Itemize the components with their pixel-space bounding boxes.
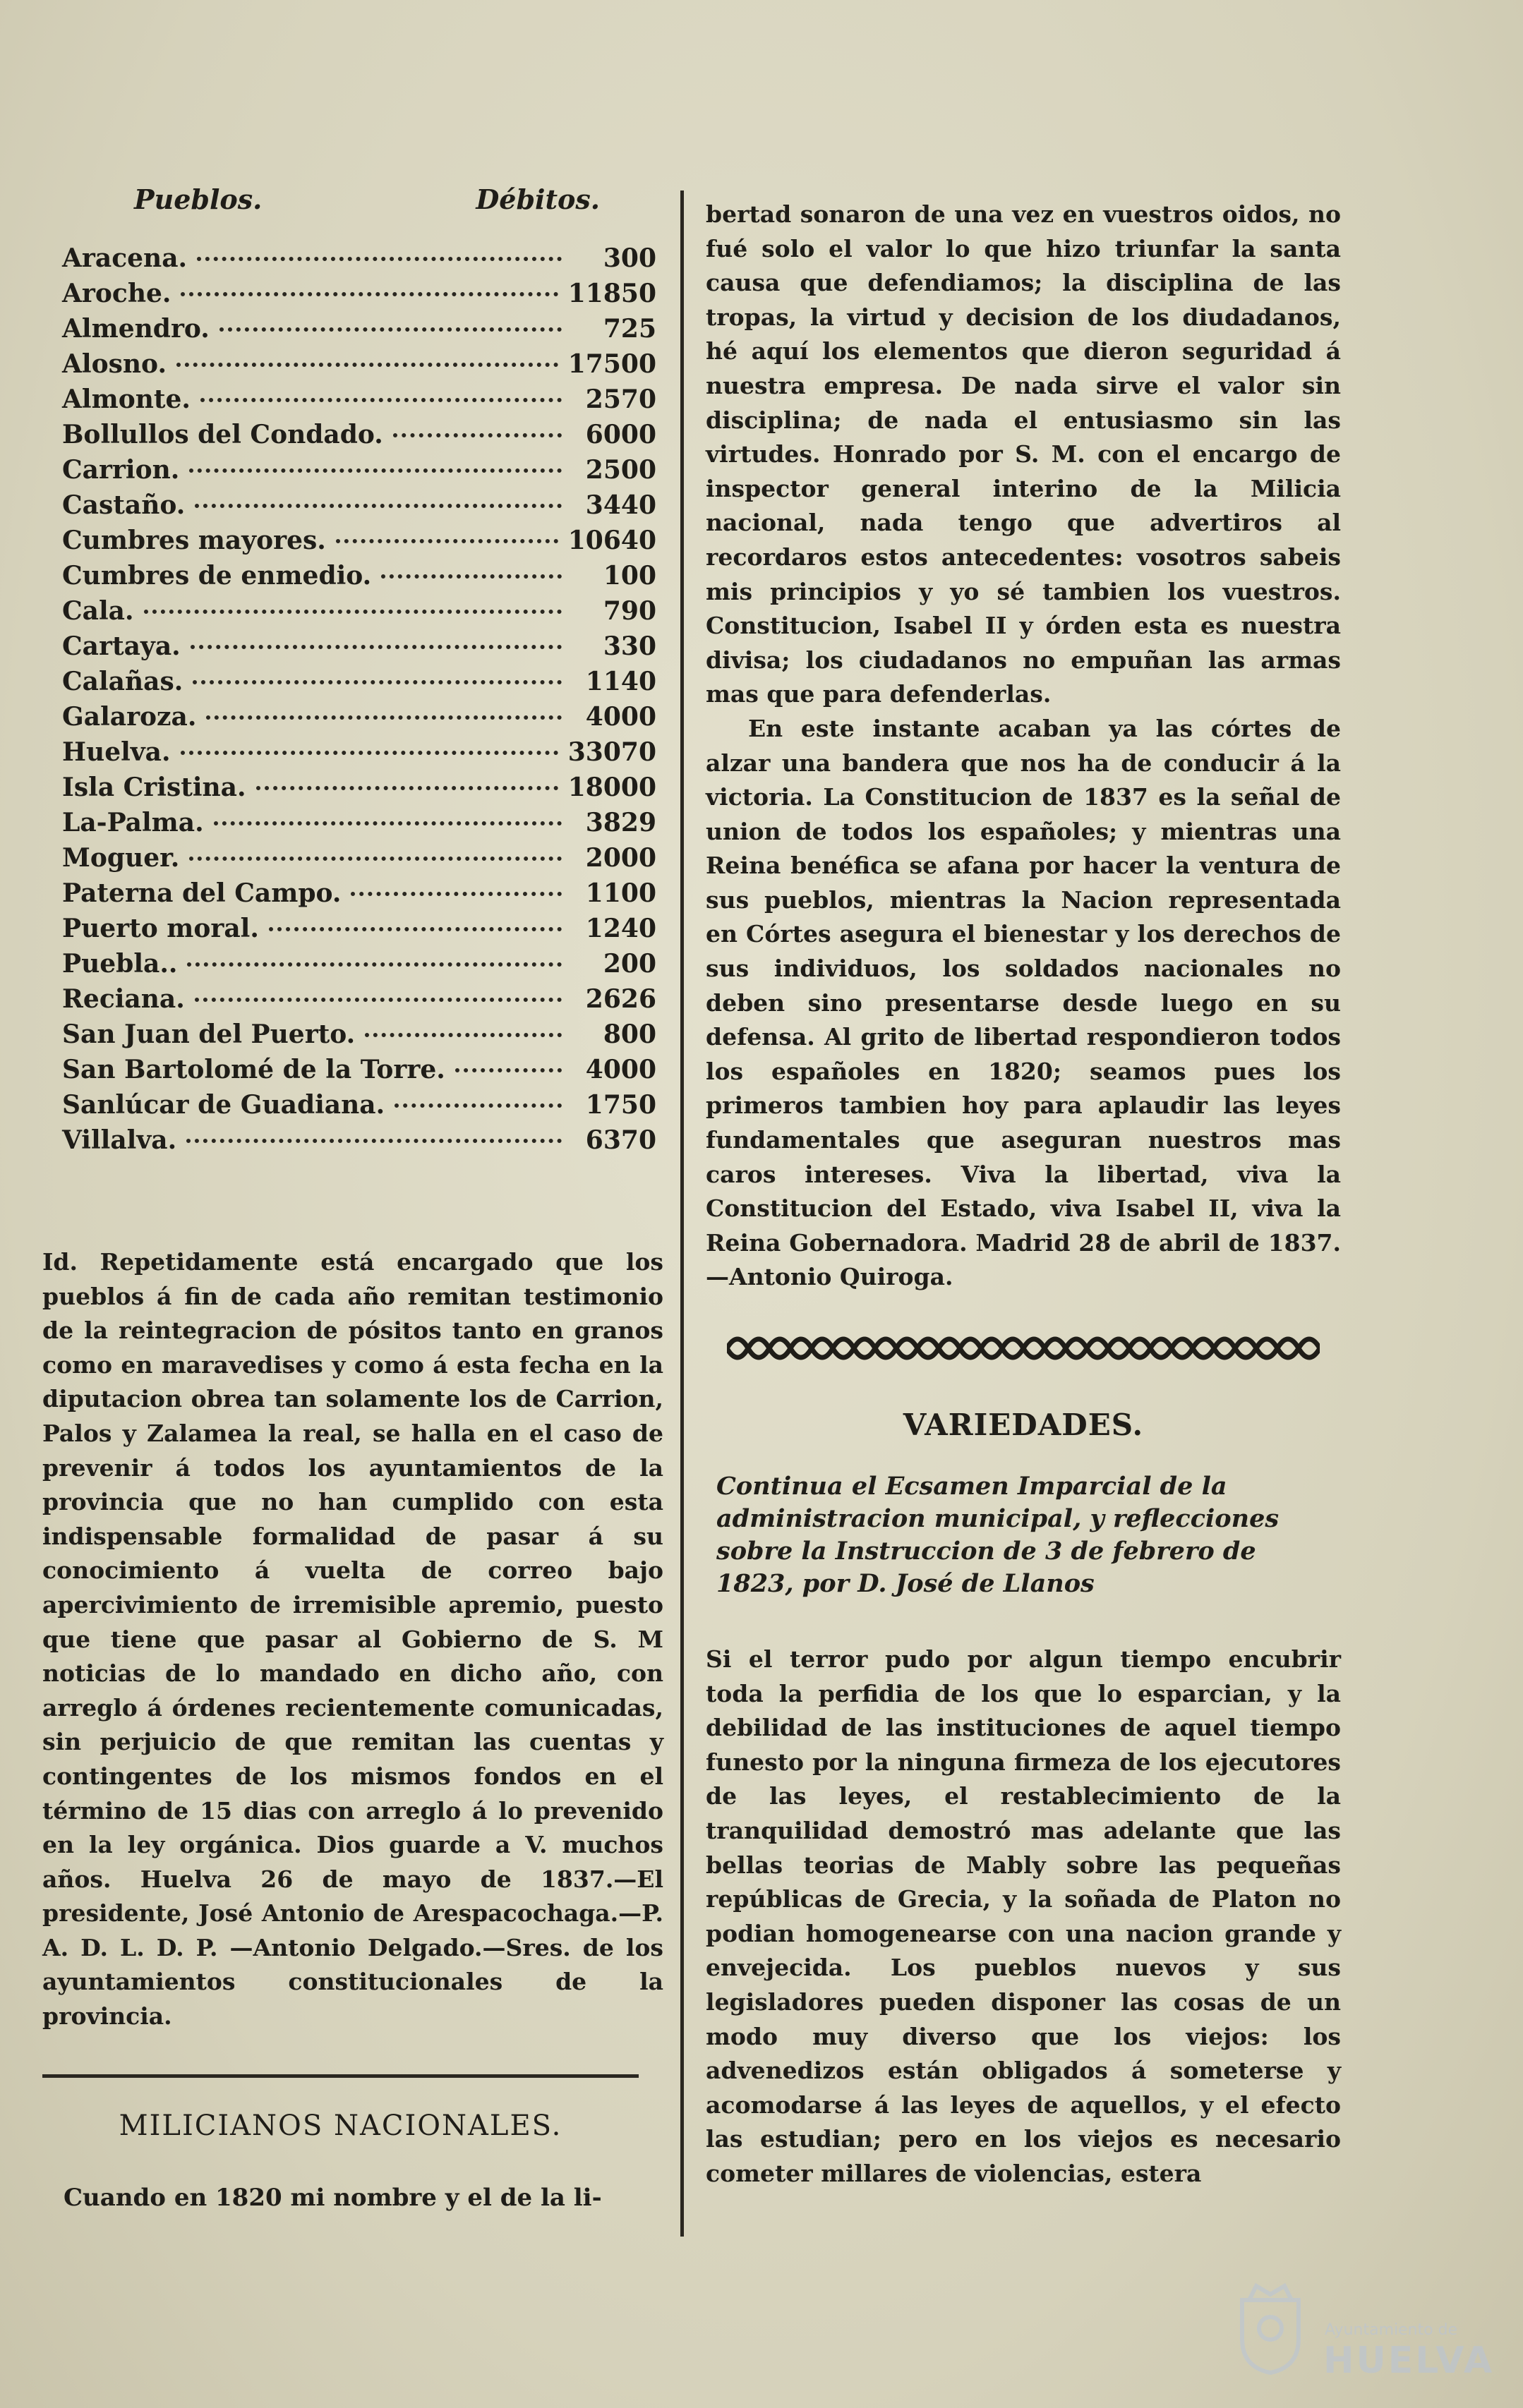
table-row bbox=[62, 385, 656, 420]
leader-dots bbox=[195, 504, 562, 508]
table-row bbox=[62, 1125, 656, 1161]
table-row bbox=[62, 561, 656, 596]
debt-amount: 725 bbox=[603, 314, 656, 344]
table-row bbox=[62, 843, 656, 878]
leader-dots bbox=[189, 857, 562, 861]
table-row bbox=[62, 526, 656, 561]
debt-amount: 2626 bbox=[585, 984, 656, 1014]
debt-amount: 330 bbox=[603, 631, 656, 661]
town-name: Puerto moral. bbox=[62, 914, 259, 943]
milicianos-title: MILICIANOS NACIONALES. bbox=[119, 2110, 562, 2142]
town-name: Castaño. bbox=[62, 490, 186, 520]
debt-amount: 6000 bbox=[585, 420, 656, 449]
debt-amount: 1140 bbox=[585, 667, 656, 696]
debt-amount: 10640 bbox=[567, 526, 656, 555]
town-name: Moguer. bbox=[62, 843, 180, 873]
table-row bbox=[62, 1055, 656, 1090]
ornament-divider bbox=[727, 1327, 1320, 1369]
debt-amount: 17500 bbox=[567, 349, 656, 379]
table-row bbox=[62, 949, 656, 984]
table-header bbox=[42, 183, 663, 215]
debt-amount: 300 bbox=[603, 243, 656, 273]
debt-amount: 1240 bbox=[585, 914, 656, 943]
table-row bbox=[62, 631, 656, 667]
variedades-title: VARIEDADES. bbox=[903, 1408, 1144, 1442]
leader-dots bbox=[256, 786, 558, 790]
leader-dots bbox=[197, 257, 562, 261]
town-name: San Bartolomé de la Torre. bbox=[62, 1055, 445, 1084]
table-row bbox=[62, 455, 656, 490]
debt-amount: 4000 bbox=[585, 1055, 656, 1084]
leader-dots bbox=[144, 610, 562, 614]
town-name: Paterna del Campo. bbox=[62, 878, 342, 908]
town-name: Aroche. bbox=[62, 279, 171, 308]
town-name: Almonte. bbox=[62, 385, 191, 414]
debt-amount: 2500 bbox=[585, 455, 656, 485]
leader-dots bbox=[455, 1068, 562, 1072]
variedades-subtitle: Continua el Ecsamen Imparcial de la administracion municipal, y reflecciones sobre la Instruccion de 3 de febrero de 1823, por D. José de Llanos bbox=[716, 1472, 1280, 1598]
table-row bbox=[62, 702, 656, 737]
town-name: La-Palma. bbox=[62, 808, 204, 837]
town-name: Bollullos del Condado. bbox=[62, 420, 383, 449]
coat-of-arms-icon bbox=[1232, 2272, 1309, 2378]
debt-amount: 11850 bbox=[567, 279, 656, 308]
table-row bbox=[62, 1020, 656, 1055]
table-row bbox=[62, 243, 656, 279]
leader-dots bbox=[195, 998, 562, 1002]
table-row bbox=[62, 808, 656, 843]
leader-dots bbox=[381, 574, 562, 579]
leader-dots bbox=[186, 1139, 562, 1143]
leader-dots bbox=[219, 327, 562, 332]
debt-amount: 3829 bbox=[585, 808, 656, 837]
debt-amount: 3440 bbox=[585, 490, 656, 520]
town-name: Cumbres de enmedio. bbox=[62, 561, 372, 591]
town-name: Alosno. bbox=[62, 349, 167, 379]
table-row bbox=[62, 314, 656, 349]
leader-dots bbox=[214, 821, 562, 825]
huelva-watermark-logo bbox=[1232, 2272, 1500, 2385]
debts-table bbox=[42, 243, 663, 1161]
town-name: Reciana. bbox=[62, 984, 185, 1014]
watermark-word: HUELVA bbox=[1323, 2340, 1495, 2382]
watermark-small-text: Ayuntamiento de bbox=[1325, 2321, 1458, 2339]
table-row bbox=[62, 420, 656, 455]
leader-dots bbox=[200, 398, 562, 402]
table-row bbox=[62, 667, 656, 702]
debt-amount: 100 bbox=[603, 561, 656, 591]
town-name: Aracena. bbox=[62, 243, 188, 273]
debt-amount: 2570 bbox=[585, 385, 656, 414]
town-name: Isla Cristina. bbox=[62, 773, 246, 802]
table-row bbox=[62, 878, 656, 914]
town-name: Cumbres mayores. bbox=[62, 526, 326, 555]
proclamation-paragraph-2: En este instante acaban ya las córtes de alzar una bandera que nos ha de conducir á la victoria. La Constitucion de 1837 es la señal de union de todos los españoles; y mientras una Reina benéfica se afana por hacer la ventura de sus pueblos, mientras la Nacion representada en Córtes asegura el bienestar y los derechos de sus individuos, los soldados nacionales no deben sino presentarse desde luego en su defensa. Al grito de libertad respondieron todos los españoles en 1820; seamos pues los primeros tambien hoy para aplaudir las leyes fundamentales que aseguran nuestros mas caros intereses. Viva la libertad, viva la Constitucion del Estado, viva Isabel II, viva la Reina Gobernadora. Madrid 28 de abril de 1837.—Antonio Quiroga. bbox=[706, 714, 1341, 1291]
notice-paragraph: Id. Repetidamente está encargado que los pueblos á fin de cada año remitan testimonio de la reintegracion de pósitos tanto en granos como en maravedises y como á esta fecha en la diputacion obrea tan solamente los de Carrion, Palos y Zalamea la real, se halla en el caso de prevenir á todos los ayuntamientos de la provincia que no han cumplido con esta indispensable formalidad de pasar á su conocimiento á vuelta de correo bajo apercivimiento de irremisible apremio, puesto que tiene que pasar al Gobierno de S. M noticias de lo mandado en dicho año, con arreglo á órdenes recientemente comunicadas, sin perjuicio de que remitan las cuentas y contingentes de los mismos fondos en el término de 15 dias con arreglo á lo prevenido en la ley orgánica. Dios guarde a V. muchos años. Huelva 26 de mayo de 1837.—El presidente, José Antonio de Arespacochaga.—P. A. D. L. D. P. —Antonio Delgado.—Sres. de los ayuntamientos constitucionales de la provincia. bbox=[42, 1248, 663, 2031]
table-row bbox=[62, 773, 656, 808]
debt-amount: 33070 bbox=[567, 737, 656, 767]
debt-amount: 790 bbox=[603, 596, 656, 626]
table-row bbox=[62, 349, 656, 385]
leader-dots bbox=[193, 680, 562, 684]
table-row bbox=[62, 1090, 656, 1125]
leader-dots bbox=[336, 539, 558, 543]
debt-amount: 1750 bbox=[585, 1090, 656, 1120]
town-name: Villalva. bbox=[62, 1125, 177, 1155]
table-row bbox=[62, 596, 656, 631]
leader-dots bbox=[191, 645, 562, 649]
town-name: Almendro. bbox=[62, 314, 210, 344]
table-row bbox=[62, 279, 656, 314]
leader-dots bbox=[176, 363, 558, 367]
town-name: Puebla.. bbox=[62, 949, 178, 979]
section-rule bbox=[42, 2074, 639, 2078]
left-column bbox=[42, 183, 663, 2057]
leader-dots bbox=[181, 751, 558, 755]
debt-amount: 200 bbox=[603, 949, 656, 979]
town-name: Galaroza. bbox=[62, 702, 197, 732]
milicianos-first-line: Cuando en 1820 mi nombre y el de la li- bbox=[64, 2184, 602, 2212]
header-debts: Débitos. bbox=[476, 183, 600, 215]
leader-dots bbox=[189, 468, 562, 473]
town-name: San Juan del Puerto. bbox=[62, 1020, 356, 1049]
debt-amount: 4000 bbox=[585, 702, 656, 732]
table-row bbox=[62, 914, 656, 949]
leader-dots bbox=[393, 433, 562, 437]
debt-amount: 1100 bbox=[585, 878, 656, 908]
variedades-paragraph: Si el terror pudo por algun tiempo encubrir toda la perfidia de los que lo esparcian, y la debilidad de las instituciones de aquel tiempo funesto por la ninguna firmeza de los ejecutores de las leyes, el restablecimiento de la tranquilidad demostró mas adelante que las bellas teorias de Mably sobre las pequeñas repúblicas de Grecia, y la soñada de Platon no podian homogenearse con una nacion grande y envejecida. Los pueblos nuevos y sus legisladores pueden disponer las cosas de un modo muy diverso que los viejos: los advenedizos están obligados á someterse y acomodarse á las leyes de aquellos, y el efecto las estudian; pero en los viejos es necesario cometer millares de violencias, estera bbox=[706, 1645, 1341, 2187]
leader-dots bbox=[269, 927, 562, 931]
town-name: Cala. bbox=[62, 596, 134, 626]
table-row bbox=[62, 490, 656, 526]
leader-dots bbox=[395, 1103, 562, 1108]
table-row bbox=[62, 737, 656, 773]
header-towns: Pueblos. bbox=[134, 183, 263, 215]
town-name: Huelva. bbox=[62, 737, 171, 767]
leader-dots bbox=[351, 892, 562, 896]
leader-dots bbox=[206, 715, 562, 720]
leader-dots bbox=[365, 1033, 562, 1037]
debt-amount: 6370 bbox=[585, 1125, 656, 1155]
column-divider bbox=[680, 190, 684, 2237]
debt-amount: 800 bbox=[603, 1020, 656, 1049]
proclamation-paragraph-1: bertad sonaron de una vez en vuestros oidos, no fué solo el valor lo que hizo triunfar la santa causa que defendiamos; la disciplina de las tropas, la virtud y decision de los diudadanos, hé aquí los elementos que dieron seguridad á nuestra empresa. De nada sirve el valor sin disciplina; de nada el entusiasmo sin las virtudes. Honrado por S. M. con el encargo de inspector general interino de la Milicia nacional, nada tengo que advertiros al recordaros estos antecedentes: vosotros sabeis mis principios y yo sé tambien los vuestros. Constitucion, Isabel II y órden esta es nuestra divisa; los ciudadanos no empuñan las armas mas que para defenderlas. bbox=[706, 200, 1341, 708]
right-column bbox=[706, 198, 1341, 2191]
town-name: Carrion. bbox=[62, 455, 180, 485]
town-name: Sanlúcar de Guadiana. bbox=[62, 1090, 385, 1120]
town-name: Calañas. bbox=[62, 667, 183, 696]
town-name: Cartaya. bbox=[62, 631, 181, 661]
debt-amount: 18000 bbox=[567, 773, 656, 802]
leader-dots bbox=[181, 292, 558, 296]
table-row bbox=[62, 984, 656, 1020]
debt-amount: 2000 bbox=[585, 843, 656, 873]
leader-dots bbox=[187, 962, 562, 967]
